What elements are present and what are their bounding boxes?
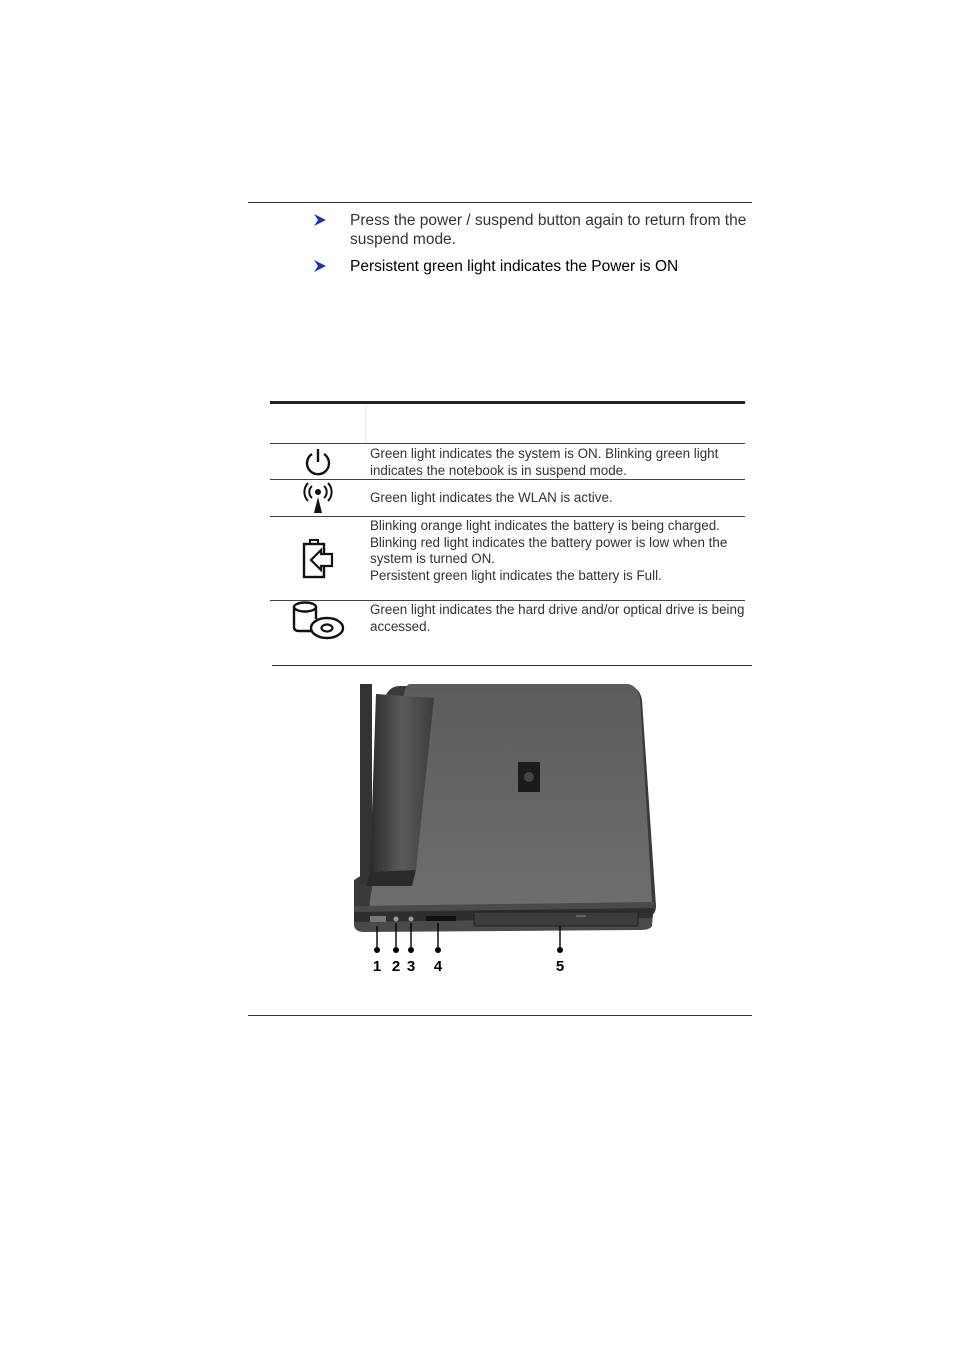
row-text: Green light indicates the hard drive and/or optical drive is being accessed. — [370, 602, 745, 634]
wlan-icon — [301, 481, 335, 515]
bullet-text: Persistent green light indicates the Power is ON — [350, 258, 679, 275]
table-row — [270, 600, 745, 661]
bullet-text: Press the power / suspend button again to return from the suspend mode. — [350, 212, 747, 248]
row-text: Green light indicates the WLAN is active. — [370, 489, 613, 505]
callout-label: 5 — [555, 958, 565, 975]
callout-label: 3 — [406, 958, 416, 975]
battery-icon — [302, 539, 334, 579]
table-bottom-rule — [272, 665, 752, 666]
table-row — [270, 516, 745, 600]
bullet-list — [312, 211, 752, 284]
hdd-optical-icon — [291, 601, 345, 641]
callout-label: 2 — [391, 958, 401, 975]
laptop-front-photo — [350, 680, 660, 978]
power-icon — [303, 446, 333, 478]
row-text: Blinking red light indicates the battery power is low when the system is turned ON. — [370, 534, 728, 566]
top-rule — [248, 202, 752, 203]
row-text: Blinking orange light indicates the battery is being charged. — [370, 518, 720, 533]
led-indicator-table — [270, 401, 745, 661]
table-row — [270, 443, 745, 479]
arrow-bullet-icon — [312, 258, 328, 274]
callout-label: 4 — [433, 958, 443, 975]
table-row — [270, 479, 745, 516]
arrow-bullet-icon — [312, 212, 328, 228]
callout-label: 1 — [372, 958, 382, 975]
table-header-row — [270, 404, 745, 443]
bullet-item — [312, 211, 752, 249]
row-text: Persistent green light indicates the battery is Full. — [370, 567, 662, 583]
bottom-rule — [248, 1015, 752, 1016]
row-text: Green light indicates the system is ON. Blinking green light indicates the notebook is in suspend mode. — [370, 446, 719, 478]
bullet-item — [312, 257, 752, 276]
